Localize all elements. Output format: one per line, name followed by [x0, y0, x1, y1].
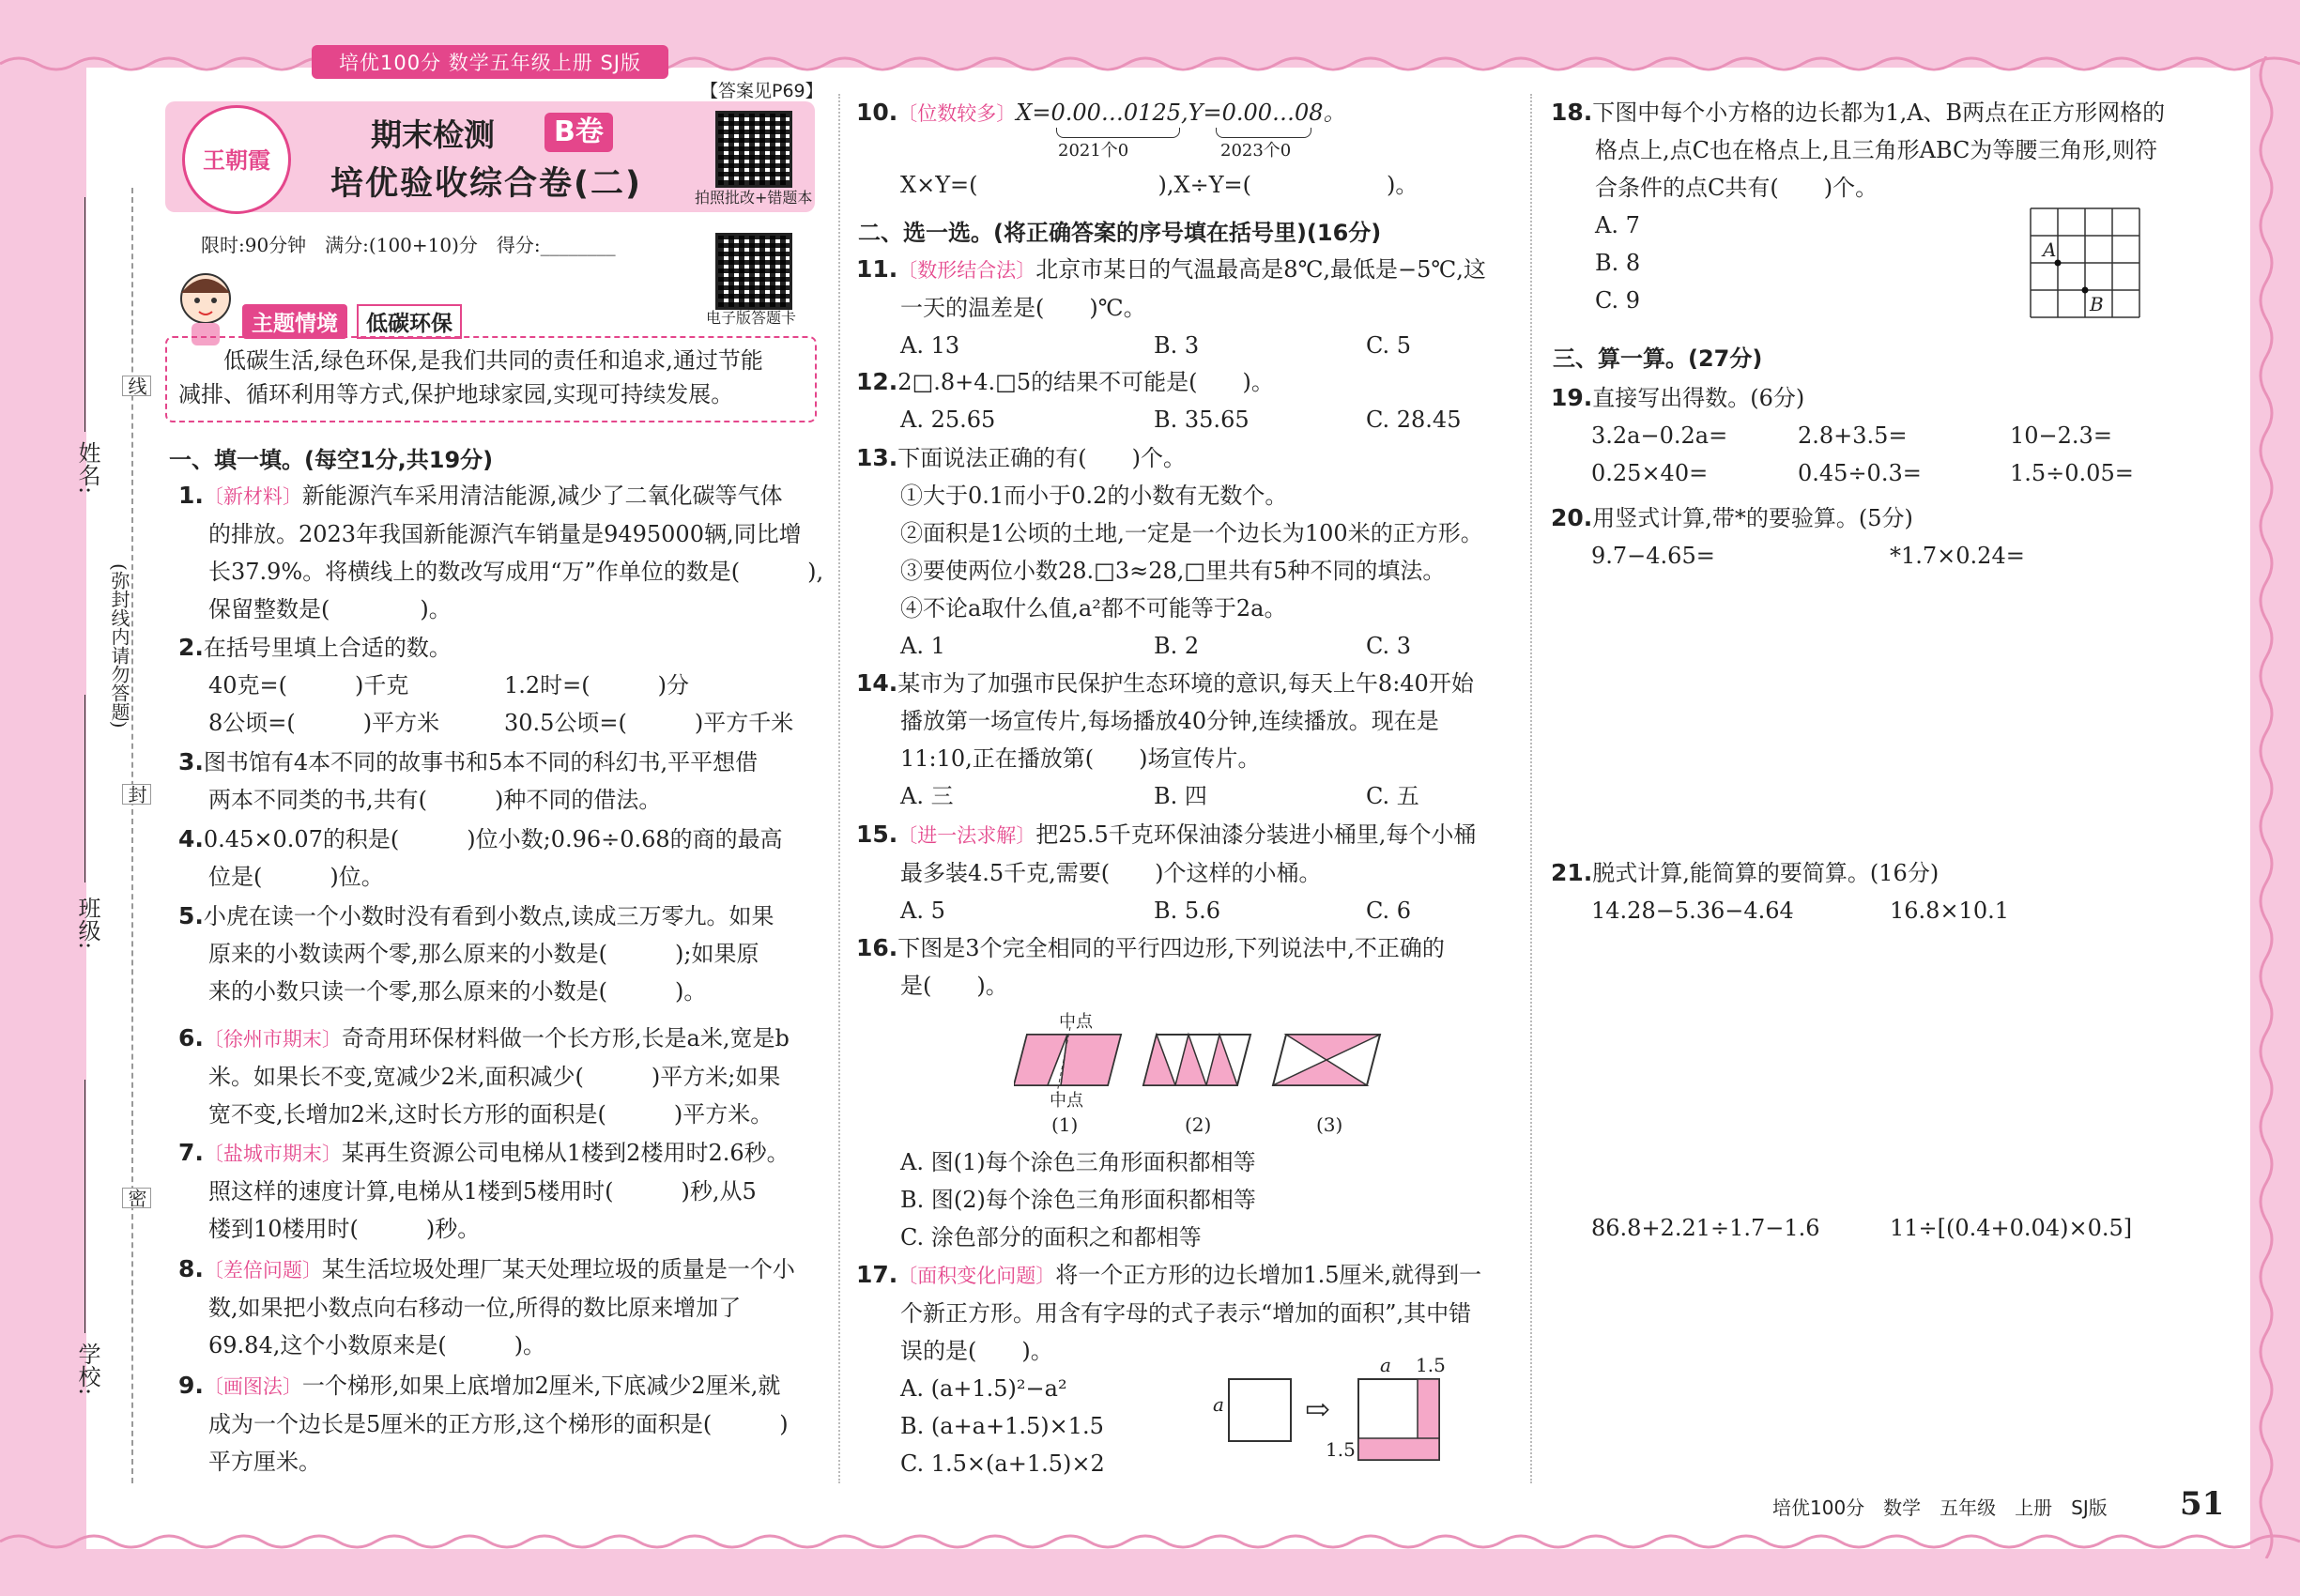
q17-label-a-top: a	[1380, 1354, 1391, 1376]
question-12	[856, 363, 1461, 438]
question-21	[1551, 854, 2009, 929]
question-11	[856, 251, 1486, 364]
q21-e1: 14.28−5.36−4.64	[1591, 898, 1794, 924]
q17-number: 17.	[856, 1261, 898, 1288]
q13-s2: ②面积是1公顷的土地,一定是一个边长为100米的正方形。	[900, 520, 1483, 546]
figure-1	[1014, 1027, 1121, 1093]
column-divider-2	[1530, 94, 1532, 1483]
q1-line3: 长37.9%。将横线上的数改写成用“万”作单位的数是( ),	[208, 559, 824, 585]
q18-B[interactable]: B. 8	[1595, 250, 1641, 276]
column-divider-1	[838, 94, 840, 1483]
q7-tag: 〔盐城市期末〕	[203, 1143, 342, 1165]
q10-line1: X=0.00…0125,Y=0.00…08。	[1016, 100, 1346, 126]
answer-ref: 【答案见P69】	[700, 81, 823, 101]
q20-number: 20.	[1551, 504, 1593, 531]
qr1-caption: 拍照批改+错题本	[695, 189, 813, 207]
q16-C[interactable]: C. 涂色部分的面积之和都相等	[900, 1224, 1202, 1251]
q4-number: 4.	[178, 825, 204, 852]
q16-fig3-label: (3)	[1316, 1113, 1343, 1136]
figure-3	[1273, 1035, 1380, 1085]
q14-A[interactable]: A. 三	[900, 783, 954, 809]
q1-line1: 新能源汽车采用清洁能源,减少了二氧化碳等气体	[301, 483, 783, 509]
q8-number: 8.	[178, 1255, 204, 1282]
question-9	[178, 1367, 789, 1481]
q18-line3: 合条件的点C共有( )个。	[1595, 175, 1878, 201]
q6-line1: 奇奇用环保材料做一个长方形,长是a米,宽是b	[341, 1025, 790, 1051]
q13-s1: ①大于0.1而小于0.2的小数有无数个。	[900, 483, 1288, 509]
q13-C[interactable]: C. 3	[1366, 633, 1412, 659]
q16-mid-top: 中点	[1059, 1012, 1093, 1032]
q15-tag: 〔进一法求解〕	[897, 824, 1036, 847]
q2-number: 2.	[178, 634, 204, 661]
q17-large-square	[1357, 1378, 1440, 1461]
mi-mark: 密	[122, 1188, 151, 1208]
q14-line2: 播放第一场宣传片,每场播放40分钟,连续播放。现在是	[900, 708, 1439, 734]
q16-line2: 是( )。	[900, 973, 1008, 999]
q1-line2: 的排放。2023年我国新能源汽车销量是9495000辆,同比增	[208, 521, 802, 547]
q16-fig2-label: (2)	[1185, 1113, 1212, 1136]
q21-line1: 脱式计算,能简算的要简算。(16分)	[1592, 860, 1940, 886]
q10-b1: 2021个0	[1058, 141, 1129, 161]
q5-line2: 原来的小数读两个零,那么原来的小数是( );如果原	[208, 941, 759, 967]
q11-line1: 北京市某日的气温最高是8℃,最低是−5℃,这	[1035, 256, 1486, 283]
q19-e4: 0.25×40=	[1591, 460, 1709, 486]
q9-line3: 平方厘米。	[208, 1449, 321, 1475]
q18-A[interactable]: A. 7	[1595, 212, 1640, 238]
q6-line3: 宽不变,长增加2米,这时长方形的面积是( )平方米。	[208, 1101, 774, 1128]
question-14	[856, 665, 1474, 815]
question-16	[856, 929, 1445, 1005]
theme-text-line1: 低碳生活,绿色环保,是我们共同的责任和追求,通过节能	[223, 347, 763, 374]
figure-2	[1143, 1035, 1250, 1085]
q15-number: 15.	[856, 821, 898, 848]
q17-A[interactable]: A. (a+1.5)²−a²	[900, 1375, 1067, 1402]
title-line2: 培优验收综合卷(二)	[330, 165, 642, 203]
q2-b: 1.2时=( )分	[504, 672, 690, 698]
q14-line3: 11:10,正在播放第( )场宣传片。	[900, 745, 1261, 772]
q16-fig1-label: (1)	[1051, 1113, 1079, 1136]
q9-line2: 成为一个边长是5厘米的正方形,这个梯形的面积是( )	[208, 1411, 789, 1437]
q17-line2: 个新正方形。用含有字母的式子表示“增加的面积”,其中错	[900, 1300, 1472, 1327]
question-15	[856, 816, 1476, 929]
question-10	[856, 94, 1418, 204]
question-2	[178, 629, 793, 742]
q11-B[interactable]: B. 3	[1154, 332, 1200, 359]
q2-line1: 在括号里填上合适的数。	[203, 635, 452, 661]
seal-note: (弥封线内请勿答题)	[108, 563, 130, 729]
q11-C[interactable]: C. 5	[1366, 332, 1412, 359]
qr-code-grading[interactable]	[715, 111, 792, 188]
q16-mid-bottom: 中点	[1050, 1091, 1083, 1111]
series-tab: 培优100分 数学五年级上册 SJ版	[312, 45, 668, 79]
q10-number: 10.	[856, 99, 898, 126]
q6-line2: 米。如果长不变,宽减少2米,面积减少( )平方米;如果	[208, 1064, 781, 1090]
q17-line1: 将一个正方形的边长增加1.5厘米,就得到一	[1055, 1262, 1482, 1288]
q12-number: 12.	[856, 368, 898, 395]
q5-line1: 小虎在读一个小数时没有看到小数点,读成三万零九。如果	[203, 903, 774, 929]
question-1	[178, 477, 823, 628]
q2-a: 40克=( )千克	[208, 672, 409, 698]
page-number: 51	[2180, 1485, 2225, 1523]
q20-line1: 用竖式计算,带*的要验算。(5分)	[1592, 505, 1913, 531]
section3-heading: 三、算一算。(27分)	[1553, 345, 1763, 372]
q7-number: 7.	[178, 1139, 204, 1166]
q8-line2: 数,如果把小数点向右移动一位,所得的数比原来增加了	[208, 1295, 742, 1321]
q15-C[interactable]: C. 6	[1366, 898, 1412, 924]
qr-code-answer-card[interactable]	[715, 233, 792, 310]
question-5	[178, 898, 774, 1010]
q17-label-15-top: 1.5	[1416, 1354, 1446, 1376]
q13-s4: ④不论a取什么值,a²都不可能等于2a。	[900, 595, 1287, 622]
q11-line2: 一天的温差是( )℃。	[900, 295, 1146, 321]
q16-B[interactable]: B. 图(2)每个涂色三角形面积都相等	[900, 1187, 1256, 1213]
q18-line1: 下图中每个小方格的边长都为1,A、B两点在正方形网格的	[1592, 100, 2166, 126]
question-20	[1551, 499, 2025, 575]
q17-small-square	[1228, 1378, 1292, 1442]
q7-line2: 照这样的速度计算,电梯从1楼到5楼用时( )秒,从5	[208, 1178, 757, 1205]
q17-label-15-left: 1.5	[1326, 1438, 1356, 1461]
q6-tag: 〔徐州市期末〕	[203, 1028, 342, 1051]
q14-line1: 某市为了加强市民保护生态环境的意识,每天上午8:40开始	[897, 670, 1474, 697]
q4-line1: 0.45×0.07的积是( )位小数;0.96÷0.68的商的最高	[203, 826, 783, 852]
q19-e6: 1.5÷0.05=	[2010, 460, 2134, 486]
q21-number: 21.	[1551, 859, 1593, 886]
q16-line1: 下图是3个完全相同的平行四边形,下列说法中,不正确的	[897, 935, 1445, 961]
q18-number: 18.	[1551, 99, 1593, 126]
q3-line2: 两本不同类的书,共有( )种不同的借法。	[208, 787, 662, 813]
school-label: 学校:	[74, 1343, 100, 1396]
q1-tag: 〔新材料〕	[203, 485, 302, 508]
q19-e2: 2.8+3.5=	[1798, 422, 1908, 449]
q2-d: 30.5公顷=( )平方千米	[504, 710, 794, 736]
q19-e5: 0.45÷0.3=	[1798, 460, 1922, 486]
question-7	[178, 1134, 790, 1248]
q19-line1: 直接写出得数。(6分)	[1592, 385, 1805, 411]
q7-line3: 楼到10楼用时( )秒。	[208, 1216, 481, 1242]
q21-row2	[1591, 1209, 2132, 1247]
q21-e4: 11÷[(0.4+0.04)×0.5]	[1890, 1215, 2133, 1241]
q10-tag: 〔位数较多〕	[897, 102, 1017, 125]
q19-e1: 3.2a−0.2a=	[1591, 422, 1728, 449]
q11-tag: 〔数形结合法〕	[897, 259, 1036, 282]
q13-A[interactable]: A. 1	[900, 633, 945, 659]
q7-line1: 某再生资源公司电梯从1楼到2楼用时2.6秒。	[341, 1140, 790, 1166]
q17-label-a-left: a	[1213, 1393, 1224, 1416]
q19-number: 19.	[1551, 384, 1593, 411]
q10-line2: X×Y=( ),X÷Y=( )。	[900, 172, 1418, 198]
q14-B[interactable]: B. 四	[1154, 783, 1207, 809]
q15-line2: 最多装4.5千克,需要( )个这样的小桶。	[900, 860, 1322, 886]
question-6	[178, 1020, 790, 1133]
q12-line1: 2□.8+4.□5的结果不可能是( )。	[897, 369, 1274, 395]
time-info: 限时:90分钟 满分:(100+10)分 得分:________	[201, 234, 616, 256]
logo-text: 王朝霞	[203, 146, 270, 174]
title-line1: 期末检测	[371, 116, 495, 153]
q1-line4: 保留整数是( )。	[208, 596, 452, 622]
q18-point-b: B	[2090, 293, 2104, 315]
q5-line3: 来的小数只读一个零,那么原来的小数是( )。	[208, 978, 707, 1005]
name-blank	[84, 197, 85, 432]
q9-tag: 〔画图法〕	[203, 1375, 302, 1398]
q11-number: 11.	[856, 255, 898, 283]
q2-c: 8公顷=( )平方米	[208, 710, 440, 736]
q9-line1: 一个梯形,如果上底增加2厘米,下底减少2厘米,就	[301, 1373, 781, 1399]
q12-C[interactable]: C. 28.45	[1366, 407, 1462, 433]
q12-A[interactable]: A. 25.65	[900, 407, 996, 433]
qr2-caption: 电子版答题卡	[706, 309, 797, 327]
q1-number: 1.	[178, 482, 204, 509]
question-19	[1551, 379, 2134, 492]
q17-B[interactable]: B. (a+a+1.5)×1.5	[900, 1413, 1104, 1439]
q8-tag: 〔差倍问题〕	[203, 1259, 322, 1281]
q8-line1: 某生活垃圾处理厂某天处理垃圾的质量是一个小	[321, 1256, 795, 1282]
class-blank	[84, 695, 85, 882]
q16-options	[900, 1143, 1256, 1256]
q13-number: 13.	[856, 444, 898, 471]
question-3	[178, 744, 758, 819]
title-badge: B卷	[544, 113, 613, 152]
school-blank	[84, 1080, 85, 1333]
class-label: 班级:	[74, 897, 100, 950]
q18-line2: 格点上,点C也在格点上,且三角形ABC为等腰三角形,则符	[1595, 137, 2158, 163]
q9-number: 9.	[178, 1372, 204, 1399]
q15-B[interactable]: B. 5.6	[1154, 898, 1221, 924]
q4-line2: 位是( )位。	[208, 864, 384, 890]
q10-b2: 2023个0	[1220, 141, 1292, 161]
q8-line3: 69.84,这个小数原来是( )。	[208, 1332, 546, 1358]
q13-line1: 下面说法正确的有( )个。	[897, 445, 1187, 471]
q3-number: 3.	[178, 748, 204, 775]
q16-number: 16.	[856, 934, 898, 961]
q16-A[interactable]: A. 图(1)每个涂色三角形面积都相等	[900, 1149, 1256, 1175]
bottom-wave-border	[0, 1528, 2300, 1557]
q14-C[interactable]: C. 五	[1366, 783, 1419, 809]
q11-A[interactable]: A. 13	[900, 332, 960, 359]
question-4	[178, 821, 783, 896]
q19-e3: 10−2.3=	[2010, 422, 2112, 449]
q6-number: 6.	[178, 1024, 204, 1051]
q18-C[interactable]: C. 9	[1595, 287, 1641, 314]
q13-s3: ③要使两位小数28.□3≈28,□里共有5种不同的填法。	[900, 558, 1446, 584]
q18-point-a: A	[2043, 238, 2057, 261]
theme-label: 主题情境	[242, 304, 347, 339]
q13-B[interactable]: B. 2	[1154, 633, 1200, 659]
q21-e2: 16.8×10.1	[1890, 898, 2009, 924]
q15-A[interactable]: A. 5	[900, 898, 945, 924]
q17-C[interactable]: C. 1.5×(a+1.5)×2	[900, 1450, 1105, 1477]
question-8	[178, 1251, 795, 1364]
q12-B[interactable]: B. 35.65	[1154, 407, 1250, 433]
q18-square-grid	[2030, 207, 2142, 320]
q15-line1: 把25.5千克环保油漆分装进小桶里,每个小桶	[1035, 821, 1477, 848]
theme-name: 低碳环保	[357, 304, 462, 339]
brand-logo	[182, 105, 291, 214]
question-13	[856, 439, 1483, 665]
section1-heading: 一、填一填。(每空1分,共19分)	[169, 447, 494, 473]
name-label: 姓名:	[74, 441, 100, 495]
q20-e2: *1.7×0.24=	[1890, 543, 2025, 569]
q14-number: 14.	[856, 669, 898, 697]
q17-tag: 〔面积变化问题〕	[897, 1265, 1056, 1287]
q17-arrow: ⇨	[1305, 1391, 1330, 1427]
q17-line3: 误的是( )。	[900, 1338, 1053, 1364]
right-wave-border	[2253, 56, 2279, 1558]
footer-series: 培优100分 数学 五年级 上册 SJ版	[1772, 1496, 2108, 1519]
q20-e1: 9.7−4.65=	[1591, 543, 1715, 569]
q3-line1: 图书馆有4本不同的故事书和5本不同的科幻书,平平想借	[203, 749, 759, 775]
line-mark: 线	[122, 376, 151, 396]
seal-mark: 封	[122, 784, 151, 805]
theme-text-line2: 减排、循环利用等方式,保护地球家园,实现可持续发展。	[178, 381, 734, 407]
section2-heading: 二、选一选。(将正确答案的序号填在括号里)(16分)	[858, 220, 1382, 246]
q21-e3: 86.8+2.21÷1.7−1.6	[1591, 1215, 1820, 1241]
q5-number: 5.	[178, 902, 204, 929]
